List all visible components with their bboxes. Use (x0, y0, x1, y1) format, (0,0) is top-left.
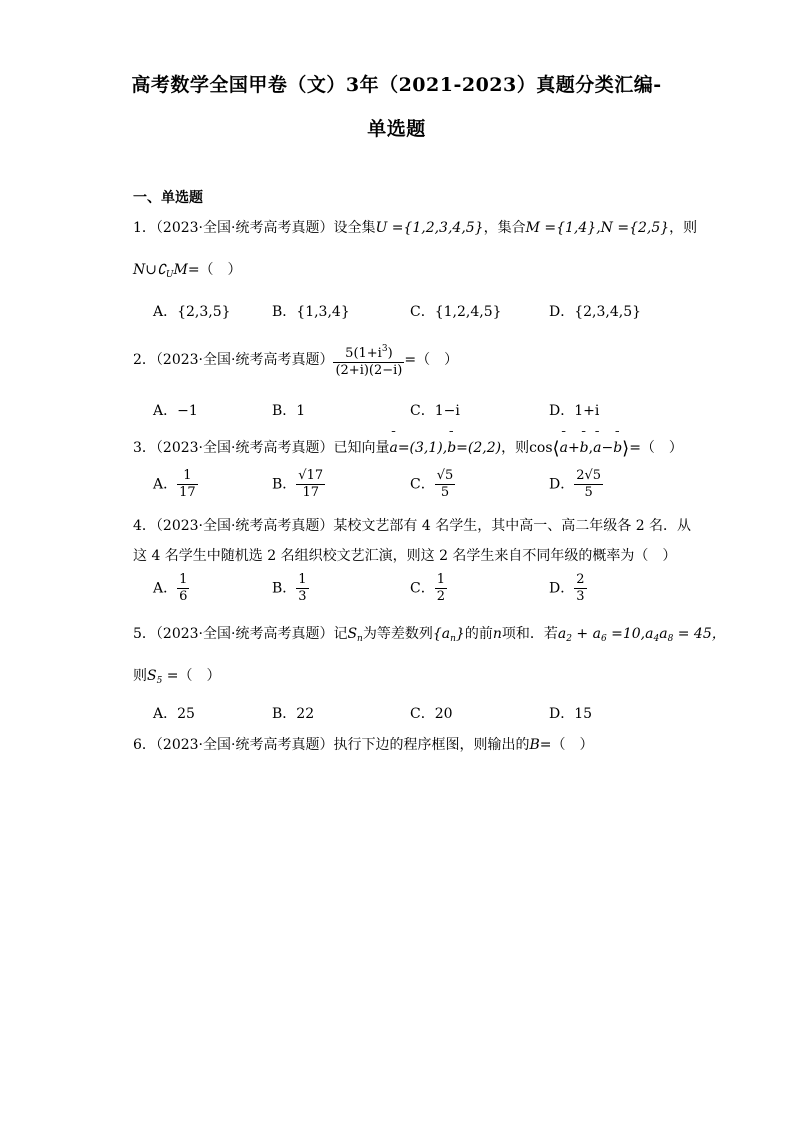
fraction-denominator: 5 (584, 485, 593, 500)
subscript: 5 (156, 676, 163, 686)
question-5-stem (133, 623, 726, 644)
comma: , (588, 440, 594, 456)
question-1-expression (133, 259, 242, 280)
angle-open: ⟨ (552, 438, 560, 459)
minus-sign: − (601, 440, 614, 456)
q1-option-d[interactable]: D．{2,3,4,5} (549, 304, 642, 320)
fraction-numerator: 1 (436, 572, 445, 587)
question-6-stem (133, 734, 593, 754)
fraction-numerator: 2 (576, 572, 585, 587)
q4-option-c[interactable] (410, 572, 447, 605)
vector-b-value: =(2,2) (456, 440, 502, 456)
set-u: U ={1,2,3,4,5} (375, 220, 484, 236)
sum-symbol: S (147, 668, 157, 684)
exponent: 3 (381, 344, 388, 354)
option-label: A． (153, 580, 178, 597)
plus-sign: + (567, 440, 580, 456)
subscript: n (450, 634, 456, 644)
answer-blank: =（ ） (187, 262, 242, 278)
set-m: M (173, 262, 188, 278)
page-title-line1: 高考数学全国甲卷（文）3年（2021-2023）真题分类汇编- (131, 74, 662, 96)
subscript: 2 (566, 634, 572, 644)
answer-blank: =（ ） (539, 737, 594, 753)
q2-option-b[interactable]: B．1 (272, 403, 306, 419)
option-label: A． (153, 476, 178, 493)
q1-option-b[interactable]: B．{1,3,4} (272, 304, 350, 320)
question-source: （2023·全国·统考高考真题） (155, 352, 334, 368)
fraction-numerator: 2√5 (576, 468, 602, 483)
fraction-denominator: 17 (302, 485, 319, 500)
vector-a: ¯ a (389, 440, 397, 456)
question-text: 则 (133, 668, 147, 684)
question-text: 已知向量 (333, 440, 390, 456)
q4-option-b[interactable] (272, 572, 309, 605)
question-text: 为等差数列 (362, 626, 433, 642)
question-5-line-2 (133, 665, 221, 686)
answer-blank: =（ ） (629, 440, 683, 456)
variable-b: B (529, 737, 540, 753)
option-label: C． (410, 580, 435, 597)
question-text: 项和．若 (501, 626, 558, 642)
question-source: （2023·全国·统考高考真题） (155, 220, 334, 236)
page-title-line2: 单选题 (367, 118, 426, 140)
fraction-denominator: 3 (298, 589, 307, 604)
option-label: B． (272, 476, 297, 493)
sum-symbol: S (347, 626, 358, 642)
q3-option-d[interactable] (549, 468, 603, 501)
variable-n: n (492, 626, 502, 642)
question-text: 的前 (464, 626, 493, 642)
question-number: 1． (133, 220, 156, 236)
option-label: C． (410, 476, 435, 493)
fraction-numerator: √17 (298, 468, 324, 483)
vector-a: ¯ a (560, 440, 568, 456)
vector-b: ¯ b (613, 440, 622, 456)
question-text: ，则 (669, 220, 698, 236)
fraction-numerator: 1 (298, 572, 307, 587)
q4-option-a[interactable] (153, 572, 189, 605)
answer-blank: =（ ） (162, 668, 221, 684)
q3-option-b[interactable] (272, 468, 325, 501)
fraction-denominator: (2+i)(2−i) (335, 363, 403, 378)
question-text: 执行下边的程序框图，则输出的 (333, 737, 530, 753)
fraction-numerator: √5 (436, 468, 454, 483)
subscript: 8 (667, 634, 674, 644)
condition-term: =10,a (606, 626, 654, 642)
q2-option-a[interactable]: A．−1 (153, 403, 198, 419)
question-text: ，则cos (501, 440, 553, 456)
condition-term: + a (571, 626, 601, 642)
question-number: 5． (133, 626, 156, 642)
option-label: D． (549, 580, 575, 597)
fraction-denominator: 6 (179, 589, 188, 604)
question-1-stem (133, 217, 697, 237)
condition-term: a (557, 626, 567, 642)
fraction-denominator: 3 (576, 589, 585, 604)
sequence-end: } (455, 626, 465, 642)
condition-term: = 45， (673, 626, 726, 642)
subscript: n (357, 634, 363, 644)
subscript: 6 (600, 634, 607, 644)
question-4-line-2: 这 4 名学生中随机选 2 名组织校文艺汇演，则这 2 名学生来自不同年级的概率为（ ） (133, 548, 677, 564)
q5-option-d[interactable]: D．15 (549, 706, 593, 722)
q4-option-d[interactable] (549, 572, 587, 605)
condition-term: a (659, 626, 668, 642)
set-m-n: M ={1,4},N ={2,5} (525, 220, 670, 236)
question-number: 3． (133, 440, 156, 456)
sequence: {a (432, 626, 451, 642)
fraction-denominator: 17 (179, 485, 196, 500)
q3-option-a[interactable] (153, 468, 198, 501)
q1-option-a[interactable]: A．{2,3,5} (153, 304, 231, 320)
option-label: D． (549, 476, 575, 493)
section-heading: 一、单选题 (133, 190, 203, 206)
q2-option-c[interactable]: C．1−i (410, 403, 460, 419)
angle-close: ⟩ (622, 438, 630, 459)
q1-option-c[interactable]: C．{1,2,4,5} (410, 304, 502, 320)
vector-b: ¯ b (580, 440, 589, 456)
question-2-stem (133, 341, 458, 379)
question-text: 记 (333, 626, 348, 642)
q5-option-b[interactable]: B．22 (272, 706, 315, 722)
complement-subscript: U (165, 270, 174, 280)
question-source: （2023·全国·统考高考真题） (155, 737, 334, 753)
question-source: （2023·全国·统考高考真题） (155, 626, 334, 642)
question-4-line-1: 4．（2023·全国·统考高考真题）某校文艺部有 4 名学生，其中高一、高二年级各 2 名．从 (133, 518, 692, 534)
set-expression: N∪∁ (133, 262, 166, 278)
q2-option-d[interactable]: D．1+i (549, 403, 600, 419)
q5-option-c[interactable]: C．20 (410, 706, 453, 722)
fraction-denominator: 5 (440, 485, 450, 500)
vector-b: ¯ b (447, 440, 456, 456)
q2-fraction (333, 341, 404, 379)
q5-option-a[interactable]: A．25 (153, 706, 195, 722)
vector-a-value: =(3,1), (397, 440, 448, 456)
fraction-numerator: 1 (177, 468, 198, 485)
question-number: 6． (133, 737, 156, 753)
fraction-numerator-end: ) (387, 346, 393, 361)
answer-blank: =（ ） (404, 352, 459, 368)
question-text: ，集合 (483, 220, 526, 236)
fraction-denominator: 2 (436, 589, 445, 604)
question-3-stem (133, 437, 683, 459)
question-number: 2． (133, 352, 156, 368)
fraction-numerator: 5(1+i (345, 346, 382, 361)
q3-option-c[interactable] (410, 468, 455, 501)
option-label: B． (272, 580, 297, 597)
question-source: （2023·全国·统考高考真题） (155, 440, 334, 456)
subscript: 4 (653, 634, 660, 644)
question-text: 设全集 (333, 220, 376, 236)
fraction-numerator: 1 (179, 572, 188, 587)
vector-a: ¯ a (593, 440, 601, 456)
